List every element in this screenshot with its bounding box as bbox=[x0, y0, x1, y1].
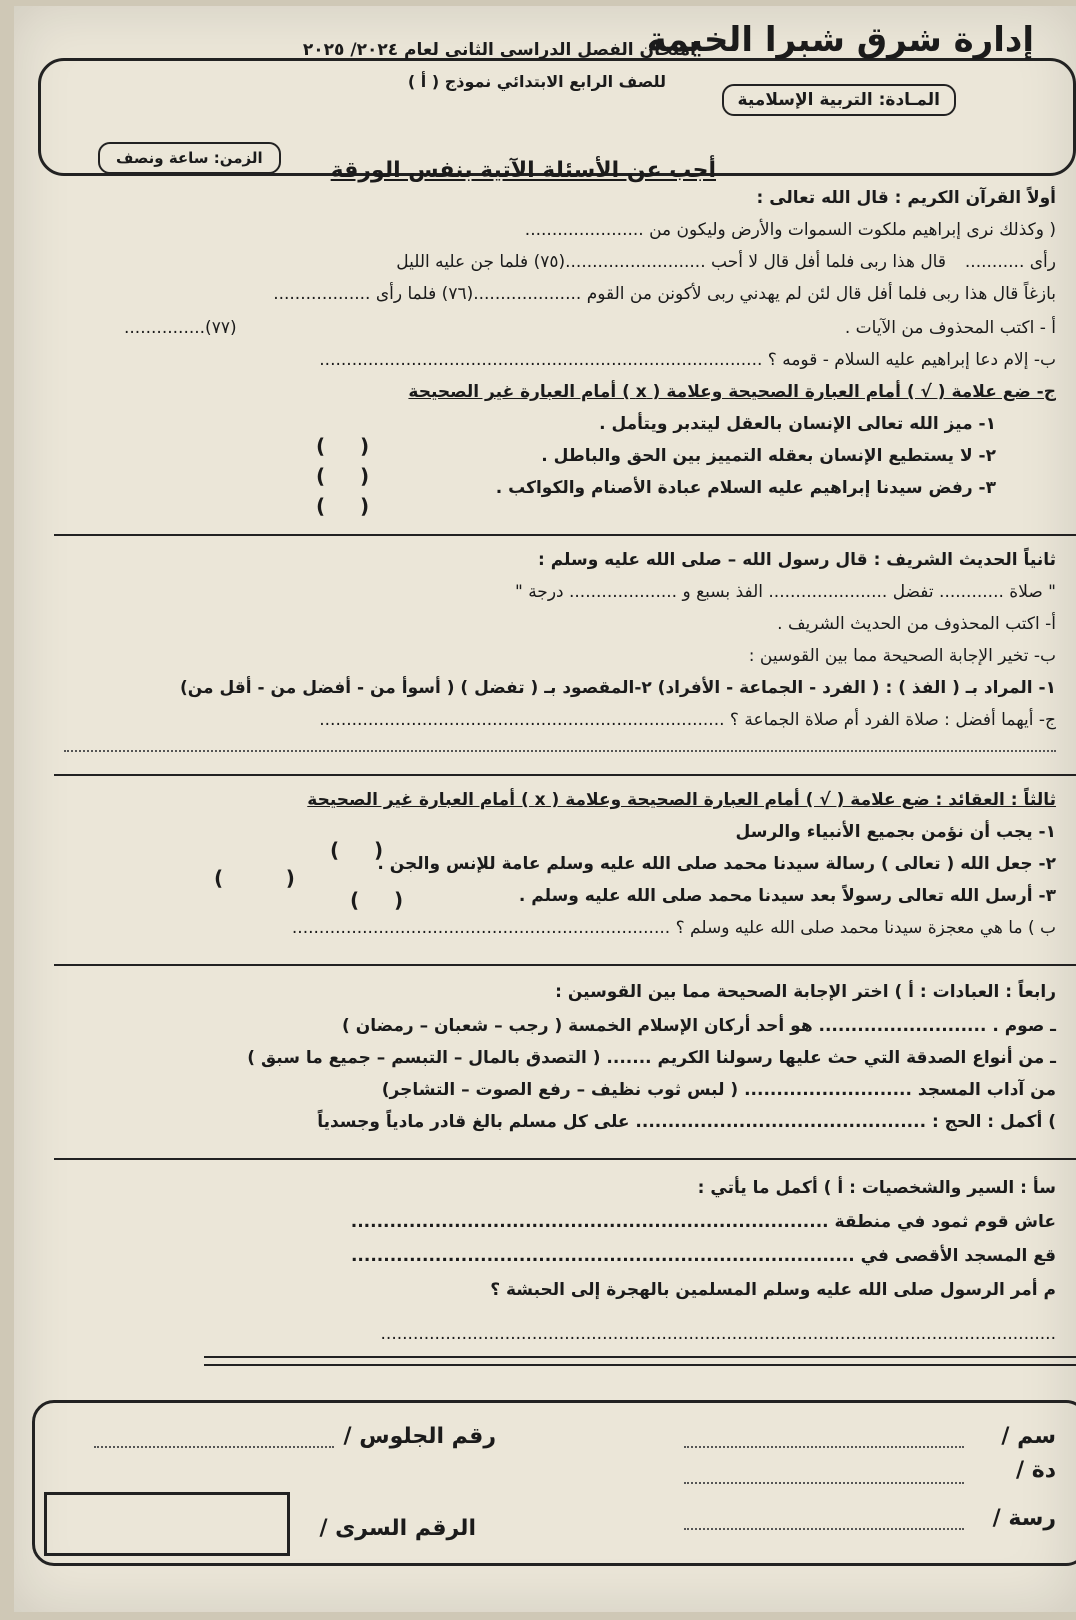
q2-title: ثانياً الحديث الشريف : قال رسول الله – صلى الله عليه وسلم : bbox=[538, 550, 1056, 570]
q5-line-1: عاش قوم ثمود في منطقة .......................................................................... bbox=[350, 1212, 1056, 1232]
q1-statement-3: ٣- رفض سيدنا إبراهيم عليه السلام عبادة الأصنام والكواكب . bbox=[495, 478, 996, 498]
q4-title: رابعاً : العبادات : أ ) اختر الإجابة الصحيحة مما بين القوسين : bbox=[555, 982, 1056, 1002]
q1-line-4b: (٧٧)............... bbox=[124, 318, 237, 338]
q1-title: أولاً القرآن الكريم : قال الله تعالى : bbox=[756, 188, 1056, 208]
q2-line-2: أ- اكتب المحذوف من الحديث الشريف . bbox=[777, 614, 1056, 634]
school-field[interactable] bbox=[684, 1482, 964, 1484]
q1-line-1: ( وكذلك نرى إبراهيم ملكوت السموات والأرض وليكون من ...................... bbox=[524, 220, 1056, 240]
q1-line-4a: أ - اكتب المحذوف من الآيات . bbox=[844, 318, 1056, 338]
q1-statement-2: ٢- لا يستطيع الإنسان بعقله التمييز بين الحق والباطل . bbox=[541, 446, 996, 466]
q2-line-4: ١- المراد بـ ( الفذ ) : ( الفرد - الجماعة - الأفراد) ٢-المقصود بـ ( تفضل ) ( أسوأ من - أفضل من - أقل من) bbox=[179, 678, 1056, 698]
q3-statement-3: ٣- أرسل الله تعالى رسولاً بعد سيدنا محمد صلى الله عليه وسلم . bbox=[518, 886, 1056, 906]
q1-answer-box-2[interactable]: ( ) bbox=[316, 464, 370, 488]
q3-title: ثالثاً : العقائد : ضع علامة ( √ ) أمام العبارة الصحيحة وعلامة ( x ) أمام العبارة غير الصحيحة bbox=[307, 790, 1056, 810]
q3-answer-box-3[interactable]: ( ) bbox=[350, 888, 404, 912]
class-field[interactable] bbox=[684, 1528, 964, 1530]
department-title: إدارة شرق شبرا الخيمة bbox=[646, 20, 1034, 60]
exam-title: امتحان الفصل الدراسي الثاني لعام ٢٠٢٤/ ٢٠٢٥ bbox=[302, 40, 696, 60]
grade-label: للصف الرابع الابتدائي نموذج ( أ ) bbox=[407, 72, 666, 91]
q1-line-5: ب- إلام دعا إبراهيم عليه السلام - قومه ؟ .................................................................................. bbox=[319, 350, 1056, 370]
divider bbox=[54, 1158, 1076, 1160]
class-label: رسة / bbox=[992, 1506, 1056, 1531]
double-divider-top bbox=[204, 1356, 1076, 1358]
school-label: دة / bbox=[1016, 1458, 1056, 1483]
q4-line-1: ـ صوم . .......................... هو أحد أركان الإسلام الخمسة ( رجب – شعبان – رمضان ) bbox=[342, 1016, 1056, 1036]
q2-line-1: " صلاة ............ تفضل ...................... الفذ بسبع و .................... درجة " bbox=[514, 582, 1056, 602]
q5-line-3: م أمر الرسول صلى الله عليه وسلم المسلمين بالهجرة إلى الحبشة ؟ bbox=[490, 1280, 1056, 1300]
double-divider-bottom bbox=[204, 1364, 1076, 1366]
divider bbox=[54, 534, 1076, 536]
exam-paper bbox=[14, 6, 1076, 1612]
q4-line-3: من آداب المسجد .......................... ( لبس ثوب نظيف – رفع الصوت – التشاجر) bbox=[381, 1080, 1056, 1100]
seat-number-label: رقم الجلوس / bbox=[343, 1424, 496, 1449]
answer-line[interactable] bbox=[64, 750, 1056, 752]
q4-line-4: ) أكمل : الحج : ............................................. على كل مسلم بالغ قادر مادياً وجسدياً bbox=[317, 1112, 1056, 1132]
instruction: أجب عن الأسئلة الآتية بنفس الورقة bbox=[330, 158, 716, 183]
seat-number-field[interactable] bbox=[94, 1446, 334, 1448]
q5-line-4: ............................................................................................................................. bbox=[380, 1324, 1056, 1344]
q3-statement-2: ٢- جعل الله ( تعالى ) رسالة سيدنا محمد صلى الله عليه وسلم عامة للإنس والجن . bbox=[377, 854, 1056, 874]
q1-answer-box-3[interactable]: ( ) bbox=[316, 494, 370, 518]
q3-answer-box-2[interactable]: ( ) bbox=[214, 866, 295, 890]
name-field[interactable] bbox=[684, 1446, 964, 1448]
secret-number-box[interactable] bbox=[44, 1492, 290, 1556]
secret-number-label: الرقم السرى / bbox=[319, 1516, 476, 1541]
divider bbox=[54, 964, 1076, 966]
subject-label: المـادة: التربية الإسلامية bbox=[722, 84, 956, 116]
q5-title: سأ : السير والشخصيات : أ ) أكمل ما يأتي : bbox=[697, 1178, 1056, 1198]
q1-answer-box-1[interactable]: ( ) bbox=[316, 434, 370, 458]
q1-line-2b: قال هذا ربى فلما أفل قال لا أحب ..........................(٧٥) فلما جن عليه الليل bbox=[396, 252, 946, 272]
q1-line-3: بازغاً قال هذا ربى فلما أفل قال لئن لم يهدني ربى لأكونن من القوم ....................(٧٦) فلما رأى .................. bbox=[273, 284, 1056, 304]
name-label: سم / bbox=[1001, 1424, 1056, 1449]
divider bbox=[54, 774, 1076, 776]
q2-line-5: ج- أيهما أفضل : صلاة الفرد أم صلاة الجماعة ؟ ........................................................................... bbox=[319, 710, 1056, 730]
q1-line-2a: رأى ........... bbox=[964, 252, 1056, 272]
q3-line-4: ب ) ما هي معجزة سيدنا محمد صلى الله عليه وسلم ؟ ...................................................................... bbox=[291, 918, 1056, 938]
q3-statement-1: ١- يجب أن نؤمن بجميع الأنبياء والرسل bbox=[735, 822, 1056, 842]
q3-answer-box-1[interactable]: ( ) bbox=[330, 838, 384, 862]
time-label: الزمن: ساعة ونصف bbox=[98, 142, 281, 174]
q5-line-2: قع المسجد الأقصى في .............................................................................. bbox=[350, 1246, 1056, 1266]
q1-line-6: ج- ضع علامة ( √ ) أمام العبارة الصحيحة وعلامة ( x ) أمام العبارة غير الصحيحة bbox=[408, 382, 1056, 402]
q1-statement-1: ١- ميز الله تعالى الإنسان بالعقل ليتدبر ويتأمل . bbox=[599, 414, 996, 434]
q4-line-2: ـ من أنواع الصدقة التي حث عليها رسولنا الكريم ....... ( التصدق بالمال – التبسم – جميع ما سبق ) bbox=[247, 1048, 1056, 1068]
q2-line-3: ب- تخير الإجابة الصحيحة مما بين القوسين : bbox=[748, 646, 1056, 666]
